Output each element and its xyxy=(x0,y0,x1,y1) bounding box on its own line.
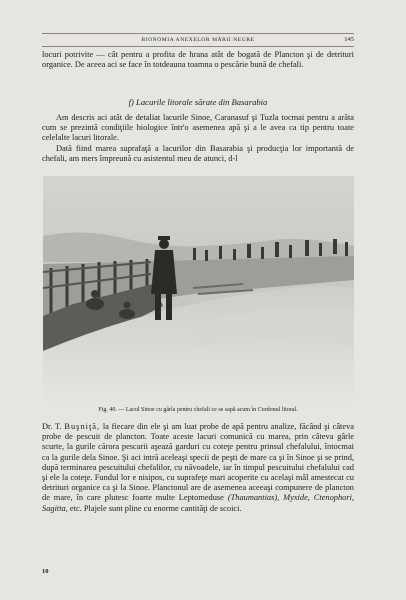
intro-paragraph xyxy=(42,50,354,70)
person-name: Buşniţă, xyxy=(64,422,101,431)
running-title: BIONOMIA ANEXELOR MĂRII NEGRE xyxy=(141,37,255,43)
figure-caption: Fig. 40. — Lacul Sinoe cu gârla pentru chefali ce se sapă acum în Cordonul litoral. xyxy=(98,407,298,413)
lake-shore-photo xyxy=(43,176,354,401)
paragraph-2-start: Dată fiind marea suprafaţă a lacurilor din Basarabia şi producţia lor importantă de chefali, am mers împreună cu asistentul meu de atunci, d-l xyxy=(42,143,354,163)
paragraph-3-text-1: la fiecare din ele şi am luat probe de apă pentru analize, făcând şi câteva probe de pescuit de plancton. Toate aceste lacuri comunică cu marea, prin câteva gârle scurte, la gurile cărora pescarii aşează garduri cu coteţe pentru prinsul chefalului, întocmai ca la gurile dela Sinoe. Şi aci intră aceleaşi specii de peşti de mare ca şi în Sinoe şi se prind, după terminarea pescuitului chefalilor, cu năvoadele, iar în timpul pescuitului chefalului cad şi ele la coteţe. Fundul lor e nisipos, cu suprafeţe mari acoperite cu acelaşi mâl amestecat cu detrituri organice ca şi la Sinoe. Planctonul are de asemenea aceeaşi compunere de plancton de mare, în care plutesc foarte multe Leptomeduse xyxy=(42,422,355,503)
section-heading xyxy=(42,97,354,107)
running-head xyxy=(42,33,354,47)
section-title: Lacurile litorale sărate din Basarabia xyxy=(136,97,268,107)
page-number-top: 145 xyxy=(344,36,354,43)
paragraph-3 xyxy=(42,422,354,514)
paragraph-3-text xyxy=(42,422,354,514)
taxon-thaumantias: (Thaumantias), xyxy=(227,493,280,503)
paragraph-group-1 xyxy=(42,113,354,164)
section-number: f) xyxy=(128,97,134,107)
intro-text: locuri potrivite — cât pentru a profita de hrana atât de bogată de Plancton şi de detrituri organice. De aceea aci se face în totdeauna toamna o pescărie bună de chefali. xyxy=(42,50,354,70)
figure-photograph xyxy=(43,176,354,401)
paragraph-1: Am descris aci atât de detaliat lacurile Sinoe, Caranasuf şi Tuzla tocmai pentru a arăta cum se prezintă condiţiile biologice într'o asemenea apă şi a le avea ca tip pentru toate celelalte lacuri litorale. xyxy=(42,113,354,143)
page-number-bottom: 10 xyxy=(42,568,49,575)
paragraph-3-text-2: etc. Plajele sunt pline cu enorme cantităţi de scoici. xyxy=(69,503,242,513)
taxon-list: Myxide, Ctenophori, Sagitta, xyxy=(42,493,355,513)
person-prefix: Dr. T. xyxy=(42,422,62,431)
